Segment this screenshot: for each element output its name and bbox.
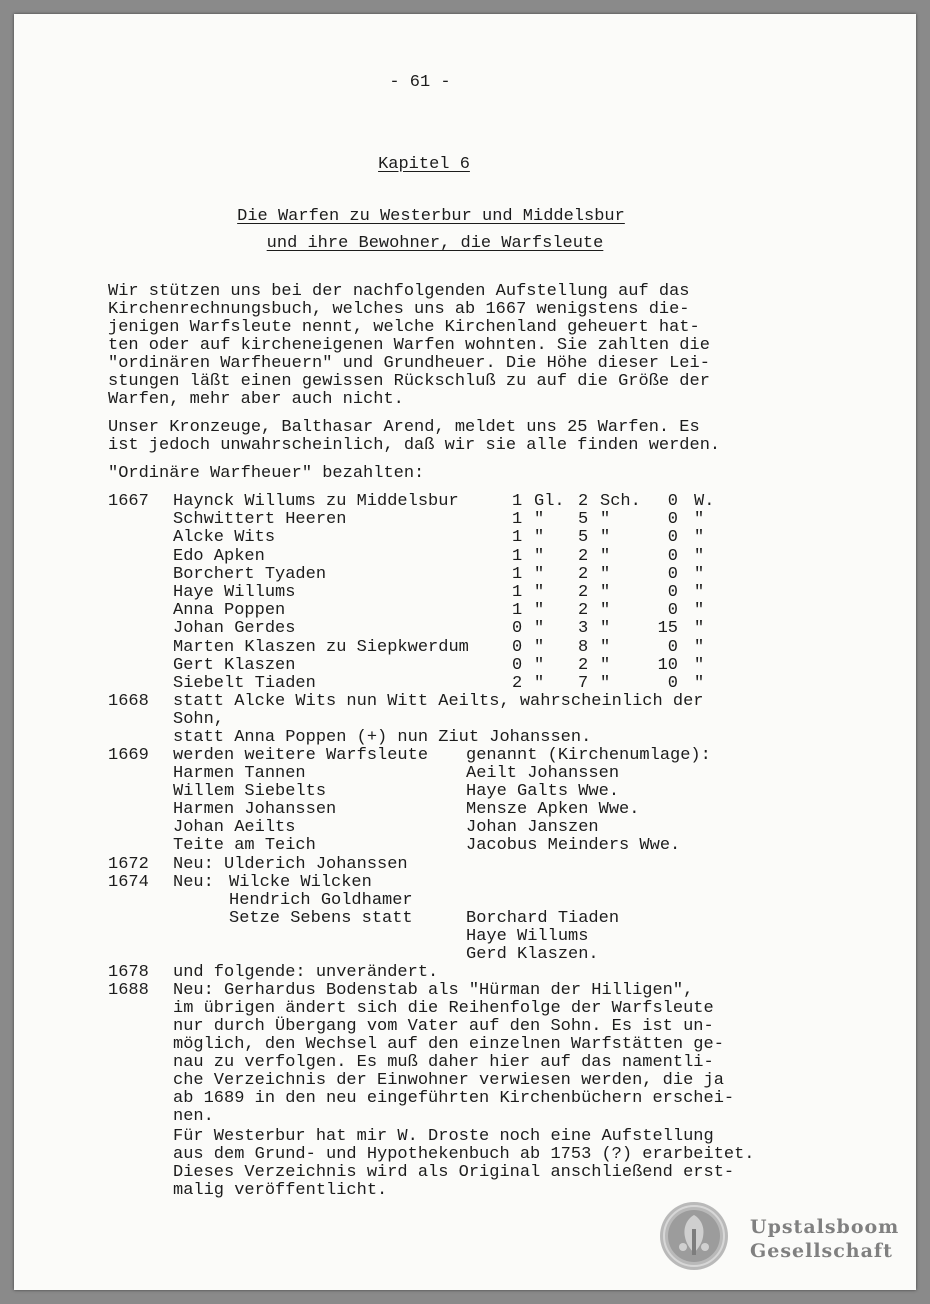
witten-amount: 15: [657, 619, 678, 638]
witten-unit: ": [694, 528, 705, 547]
schaf-unit: ": [600, 619, 611, 638]
warfsleute-name: Setze Sebens statt: [229, 909, 413, 928]
title-line-1: Die Warfen zu Westerbur und Middelsbur: [237, 207, 625, 226]
entry-text: statt Anna Poppen (+) nun Ziut Johanssen.: [173, 728, 592, 747]
warfsleute-name: Willem Siebelts: [173, 782, 327, 801]
intro-line: Warfen, mehr aber auch nicht.: [108, 390, 404, 409]
entry-text: ab 1689 in den neu eingeführten Kirchenbüchern erschei-: [173, 1089, 735, 1108]
payer-name: Schwittert Heeren: [173, 510, 347, 529]
payer-name: Marten Klaszen zu Siepkwerdum: [173, 638, 469, 657]
intro-line: stungen läßt einen gewissen Rückschluß zu auf die Größe der: [108, 372, 710, 391]
intro-line: jenigen Warfsleute nennt, welche Kirchenland geheuert hat-: [108, 318, 700, 337]
schaf-unit: Sch.: [600, 492, 641, 511]
payer-name: Siebelt Tiaden: [173, 674, 316, 693]
witten-amount: 0: [667, 510, 678, 529]
schaf-unit: ": [600, 565, 611, 584]
warfsleute-name: Wilcke Wilcken: [229, 873, 372, 892]
gulden-amount: 1: [512, 601, 523, 620]
year-label: 1672: [108, 855, 149, 874]
year-label: 1674: [108, 873, 149, 892]
schaf-amount: 2: [578, 656, 589, 675]
chapter-heading: Kapitel 6: [378, 155, 470, 174]
payer-name: Borchert Tyaden: [173, 565, 327, 584]
entry-text: nur durch Übergang vom Vater auf den Sohn. Es ist un-: [173, 1017, 714, 1036]
witten-unit: ": [694, 583, 705, 602]
gulden-unit: ": [534, 547, 545, 566]
warfsleute-name: Johan Janszen: [466, 818, 599, 837]
entry-text: Dieses Verzeichnis wird als Original anschließend erst-: [173, 1163, 735, 1182]
payer-name: Edo Apken: [173, 547, 265, 566]
gulden-unit: ": [534, 583, 545, 602]
gulden-amount: 1: [512, 547, 523, 566]
witten-unit: ": [694, 565, 705, 584]
gulden-amount: 1: [512, 492, 523, 511]
payer-name: Gert Klaszen: [173, 656, 296, 675]
schaf-unit: ": [600, 656, 611, 675]
witten-unit: ": [694, 656, 705, 675]
witten-unit: ": [694, 510, 705, 529]
entry-text: und folgende: unverändert.: [173, 963, 439, 982]
year-label: 1669: [108, 746, 149, 765]
year-label: 1688: [108, 981, 149, 1000]
gulden-unit: ": [534, 619, 545, 638]
gulden-unit: ": [534, 656, 545, 675]
warfsleute-name: Jacobus Meinders Wwe.: [466, 836, 681, 855]
schaf-amount: 5: [578, 510, 589, 529]
witten-amount: 0: [667, 547, 678, 566]
witten-amount: 0: [667, 601, 678, 620]
society-seal-icon: [659, 1201, 729, 1271]
gulden-unit: ": [534, 638, 545, 657]
intro-line: ten oder auf kircheneigenen Warfen wohnten. Sie zahlten die: [108, 336, 710, 355]
witten-amount: 0: [667, 528, 678, 547]
warfsleute-name: Harmen Johanssen: [173, 800, 337, 819]
schaf-unit: ": [600, 583, 611, 602]
gulden-unit: ": [534, 674, 545, 693]
witness-line: Unser Kronzeuge, Balthasar Arend, meldet uns 25 Warfen. Es: [108, 418, 700, 437]
gulden-unit: Gl.: [534, 492, 565, 511]
witten-unit: W.: [694, 492, 715, 511]
intro-line: Wir stützen uns bei der nachfolgenden Aufstellung auf das: [108, 282, 690, 301]
entry-text: im übrigen ändert sich die Reihenfolge der Warfsleute: [173, 999, 714, 1018]
witten-unit: ": [694, 674, 705, 693]
payer-name: Haye Willums: [173, 583, 296, 602]
schaf-amount: 2: [578, 492, 589, 511]
gulden-amount: 0: [512, 638, 523, 657]
title-line-2: und ihre Bewohner, die Warfsleute: [266, 234, 604, 253]
brand-name-line2: Gesellschaft: [750, 1240, 893, 1262]
entry-text: möglich, den Wechsel auf den einzelnen Warfstätten ge-: [173, 1035, 724, 1054]
schaf-unit: ": [600, 674, 611, 693]
warfsleute-name: Haye Galts Wwe.: [466, 782, 620, 801]
entry-text: Neu: Ulderich Johanssen: [173, 855, 408, 874]
warfsleute-name: Mensze Apken Wwe.: [466, 800, 640, 819]
year-label: 1678: [108, 963, 149, 982]
payer-name: Johan Gerdes: [173, 619, 296, 638]
witten-unit: ": [694, 601, 705, 620]
witten-amount: 10: [657, 656, 678, 675]
gulden-amount: 2: [512, 674, 523, 693]
payer-name: Anna Poppen: [173, 601, 286, 620]
schaf-unit: ": [600, 528, 611, 547]
witness-line: ist jedoch unwahrscheinlich, daß wir sie alle finden werden.: [108, 436, 721, 455]
gulden-amount: 1: [512, 528, 523, 547]
gulden-amount: 0: [512, 619, 523, 638]
witten-amount: 0: [667, 674, 678, 693]
warfsleute-name: Harmen Tannen: [173, 764, 306, 783]
schaf-amount: 7: [578, 674, 589, 693]
entry-text: statt Alcke Wits nun Witt Aeilts, wahrscheinlich der: [173, 692, 704, 711]
gulden-unit: ": [534, 510, 545, 529]
warfsleute-name: Gerd Klaszen.: [466, 945, 599, 964]
schaf-amount: 8: [578, 638, 589, 657]
entry-text: genannt (Kirchenumlage):: [466, 746, 711, 765]
payer-name: Alcke Wits: [173, 528, 276, 547]
gulden-amount: 1: [512, 583, 523, 602]
schaf-amount: 5: [578, 528, 589, 547]
witten-unit: ": [694, 638, 705, 657]
entry-text: Für Westerbur hat mir W. Droste noch eine Aufstellung: [173, 1127, 714, 1146]
year-label: 1667: [108, 492, 149, 511]
intro-line: "ordinären Warfheuern" und Grundheuer. Die Höhe dieser Lei-: [108, 354, 710, 373]
schaf-unit: ": [600, 547, 611, 566]
warfsleute-name: Borchard Tiaden: [466, 909, 620, 928]
payer-name: Haynck Willums zu Middelsbur: [173, 492, 459, 511]
schaf-amount: 3: [578, 619, 589, 638]
witten-amount: 0: [667, 492, 678, 511]
witten-amount: 0: [667, 583, 678, 602]
entry-text: nen.: [173, 1107, 214, 1126]
gulden-amount: 1: [512, 510, 523, 529]
warfsleute-name: Teite am Teich: [173, 836, 316, 855]
entry-text: aus dem Grund- und Hypothekenbuch ab 1753 (?) erarbeitet.: [173, 1145, 755, 1164]
entry-text: Neu: Gerhardus Bodenstab als "Hürman der Hilligen",: [173, 981, 694, 1000]
intro-line: Kirchenrechnungsbuch, welches uns ab 1667 wenigstens die-: [108, 300, 690, 319]
entry-text: Neu:: [173, 873, 214, 892]
brand-name-line1: Upstalsboom: [750, 1216, 900, 1238]
schaf-amount: 2: [578, 601, 589, 620]
schaf-amount: 2: [578, 583, 589, 602]
witten-amount: 0: [667, 565, 678, 584]
page-number: - 61 -: [389, 73, 451, 92]
entry-text: werden weitere Warfsleute: [173, 746, 429, 765]
entry-text: che Verzeichnis der Einwohner verwiesen werden, die ja: [173, 1071, 724, 1090]
gulden-unit: ": [534, 565, 545, 584]
entry-text: malig veröffentlicht.: [173, 1181, 388, 1200]
warfsleute-name: Johan Aeilts: [173, 818, 296, 837]
gulden-amount: 0: [512, 656, 523, 675]
gulden-unit: ": [534, 528, 545, 547]
year-label: 1668: [108, 692, 149, 711]
schaf-amount: 2: [578, 565, 589, 584]
gulden-unit: ": [534, 601, 545, 620]
schaf-unit: ": [600, 510, 611, 529]
witten-amount: 0: [667, 638, 678, 657]
warfsleute-name: Hendrich Goldhamer: [229, 891, 413, 910]
gulden-amount: 1: [512, 565, 523, 584]
schaf-amount: 2: [578, 547, 589, 566]
schaf-unit: ": [600, 638, 611, 657]
witten-unit: ": [694, 619, 705, 638]
warfsleute-name: Aeilt Johanssen: [466, 764, 620, 783]
schaf-unit: ": [600, 601, 611, 620]
witten-unit: ": [694, 547, 705, 566]
entry-text: nau zu verfolgen. Es muß daher hier auf das namentli-: [173, 1053, 714, 1072]
warfsleute-name: Haye Willums: [466, 927, 589, 946]
paid-heading: "Ordinäre Warfheuer" bezahlten:: [108, 464, 425, 483]
entry-text: Sohn,: [173, 710, 225, 729]
